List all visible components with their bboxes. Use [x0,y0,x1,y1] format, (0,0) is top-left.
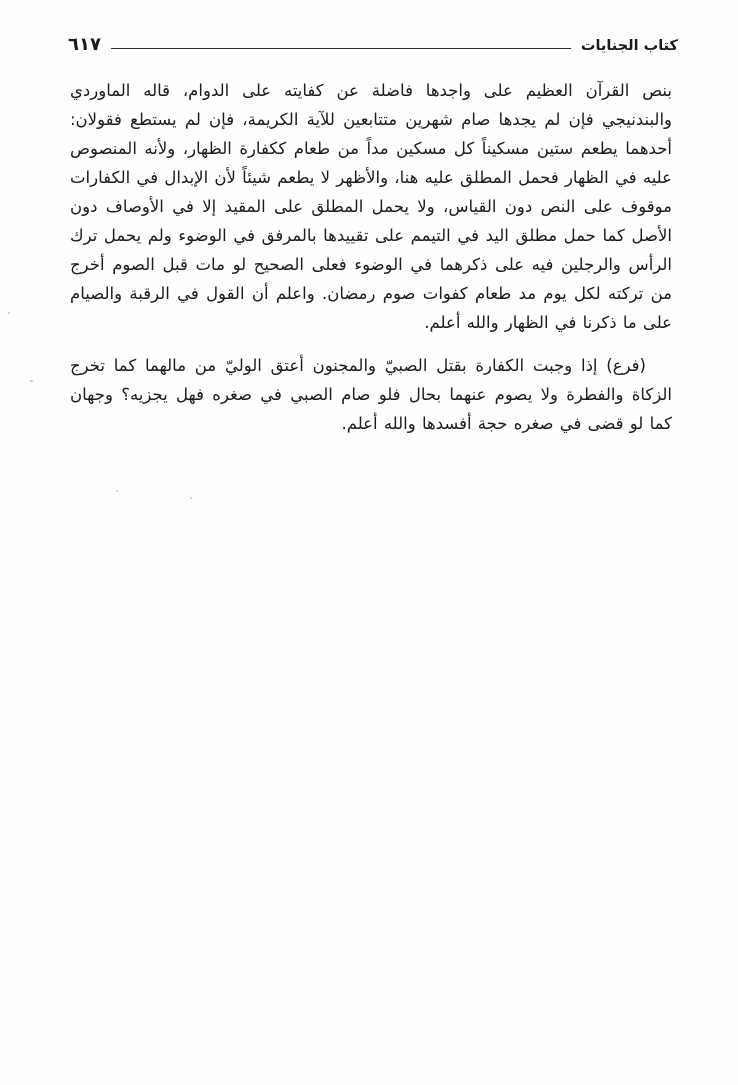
header-rule [111,48,571,49]
page-number: ٦١٧ [68,34,101,55]
scan-speck [30,380,33,382]
chapter-title: كتاب الجنايات [580,37,678,54]
page-header [68,34,678,55]
page-body [70,76,672,448]
scan-speck [116,490,118,492]
paragraph-expiation: بنص القرآن العظيم على واجدها فاضلة عن كفايته على الدوام، قاله الماوردي والبندنيجي فإن لم يجدها صام شهرين متتابعين للآية الكريمة، فإن لم يستطع فقولان: أحدهما يطعم ستين مسكيناً كل مسكين مداً من طعام ككفارة الظهار، ولأنه المنصوص عليه في الظهار فحمل المطلق عليه هنا، والأظهر لا يطعم شيئاً لأن الإبدال في الكفارات موقوف على النص دون القياس، ولا يحمل المطلق على المقيد إلا في الأوصاف دون الأصل كما حمل مطلق اليد في التيمم على تقييدها بالمرفق في الوضوء ولم يحمل ترك الرأس والرجلين فيه على ذكرهما في الوضوء فعلى الصحيح لو مات قبل الصوم أخرج من تركته لكل يوم مد طعام كفوات صوم رمضان. واعلم أن القول في الرقبة والصيام على ما ذكرنا في الظهار والله أعلم. [70,81,672,332]
paragraph-far-subsection: (فرع) إذا وجبت الكفارة بقتل الصبيّ والمجنون أعتق الوليّ من مالهما كما تخرج الزكاة والفطرة ولا يصوم عنهما بحال فلو صام الصبي في صغره فهل يجزيه؟ وجهان كما لو قضى في صغره حجة أفسدها والله أعلم. [70,356,672,433]
scan-speck [8,312,10,314]
scan-speck [190,497,192,499]
